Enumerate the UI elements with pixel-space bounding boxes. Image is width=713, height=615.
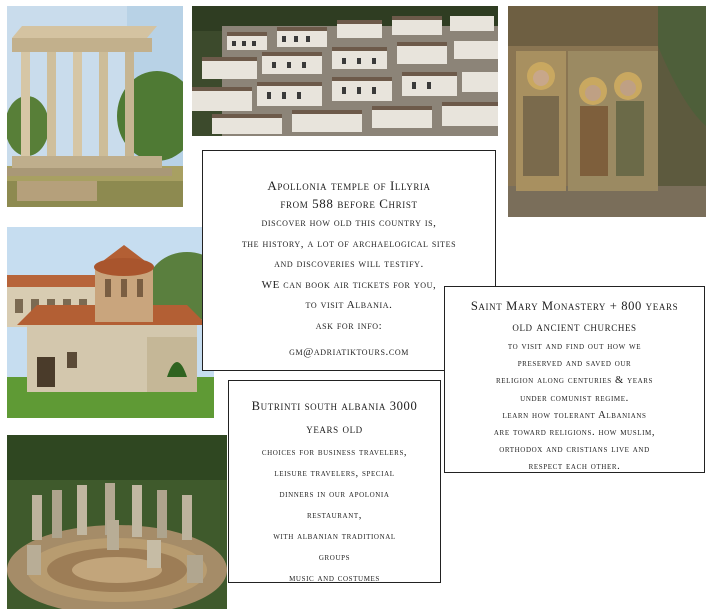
saint-mary-title-line-2: old ancient churches [512, 320, 637, 334]
saint-mary-text-line: orthodox and cristians live and [499, 444, 650, 456]
butrinti-text-line: dinners in our apolonia [279, 489, 390, 500]
butrinti-title-line-2: years old [306, 422, 363, 436]
saint-mary-text-line: respect each other. [528, 461, 621, 473]
butrinti-text-line: music and costumes [289, 573, 380, 584]
saint-mary-text-line: learn how tolerant Albanians [502, 409, 647, 421]
butrinti-info-card [228, 380, 441, 583]
church-fresco-photo [508, 6, 706, 217]
apollonia-text-line: and discoveries will testify. [274, 258, 424, 270]
saint-mary-text-line: religion along centuries & years [495, 375, 654, 387]
byzantine-monastery-photo [7, 227, 214, 418]
butrinti-title-line-1: Butrinti south albania 3000 [251, 399, 418, 413]
butrinti-text-line: with albanian traditional [273, 531, 396, 542]
saint-mary-text-line: under comunist regime. [520, 392, 629, 404]
apollonia-text-line: discover how old this country is, [261, 217, 437, 229]
saint-mary-title-line-1: Saint Mary Monastery + 800 years [470, 299, 679, 313]
butrinti-text-line: leisure travelers, special [274, 468, 395, 479]
butrinti-text-line: choices for business travelers, [261, 447, 408, 458]
ottoman-houses-photo [192, 6, 498, 136]
apollonia-title-line-1: Apollonia temple of Illyria [267, 178, 431, 193]
apollonia-text-line: to visit Albania. [305, 299, 393, 311]
butrinti-text-line: groups [318, 552, 351, 563]
apollonia-text-line: the history, a lot of archaelogical sites [241, 237, 457, 250]
contact-email: gm@adriatiktours.com [289, 346, 409, 358]
roman-ruins-mosaic-photo [7, 435, 227, 609]
apollonia-text-line: WE can book air tickets for you, [261, 278, 437, 291]
saint-mary-text-line: preserved and saved our [517, 358, 632, 370]
saint-mary-text-line: to visit and find out how we [507, 341, 642, 352]
saint-mary-info-card [444, 286, 705, 473]
butrinti-text-line: restaurant, [307, 510, 362, 521]
apollonia-title-line-2: from 588 before Christ [280, 196, 418, 211]
saint-mary-text-line: are toward religions. how muslim, [493, 427, 656, 439]
temple-columns-photo [7, 6, 183, 207]
apollonia-text-line: ask for info: [315, 319, 383, 332]
